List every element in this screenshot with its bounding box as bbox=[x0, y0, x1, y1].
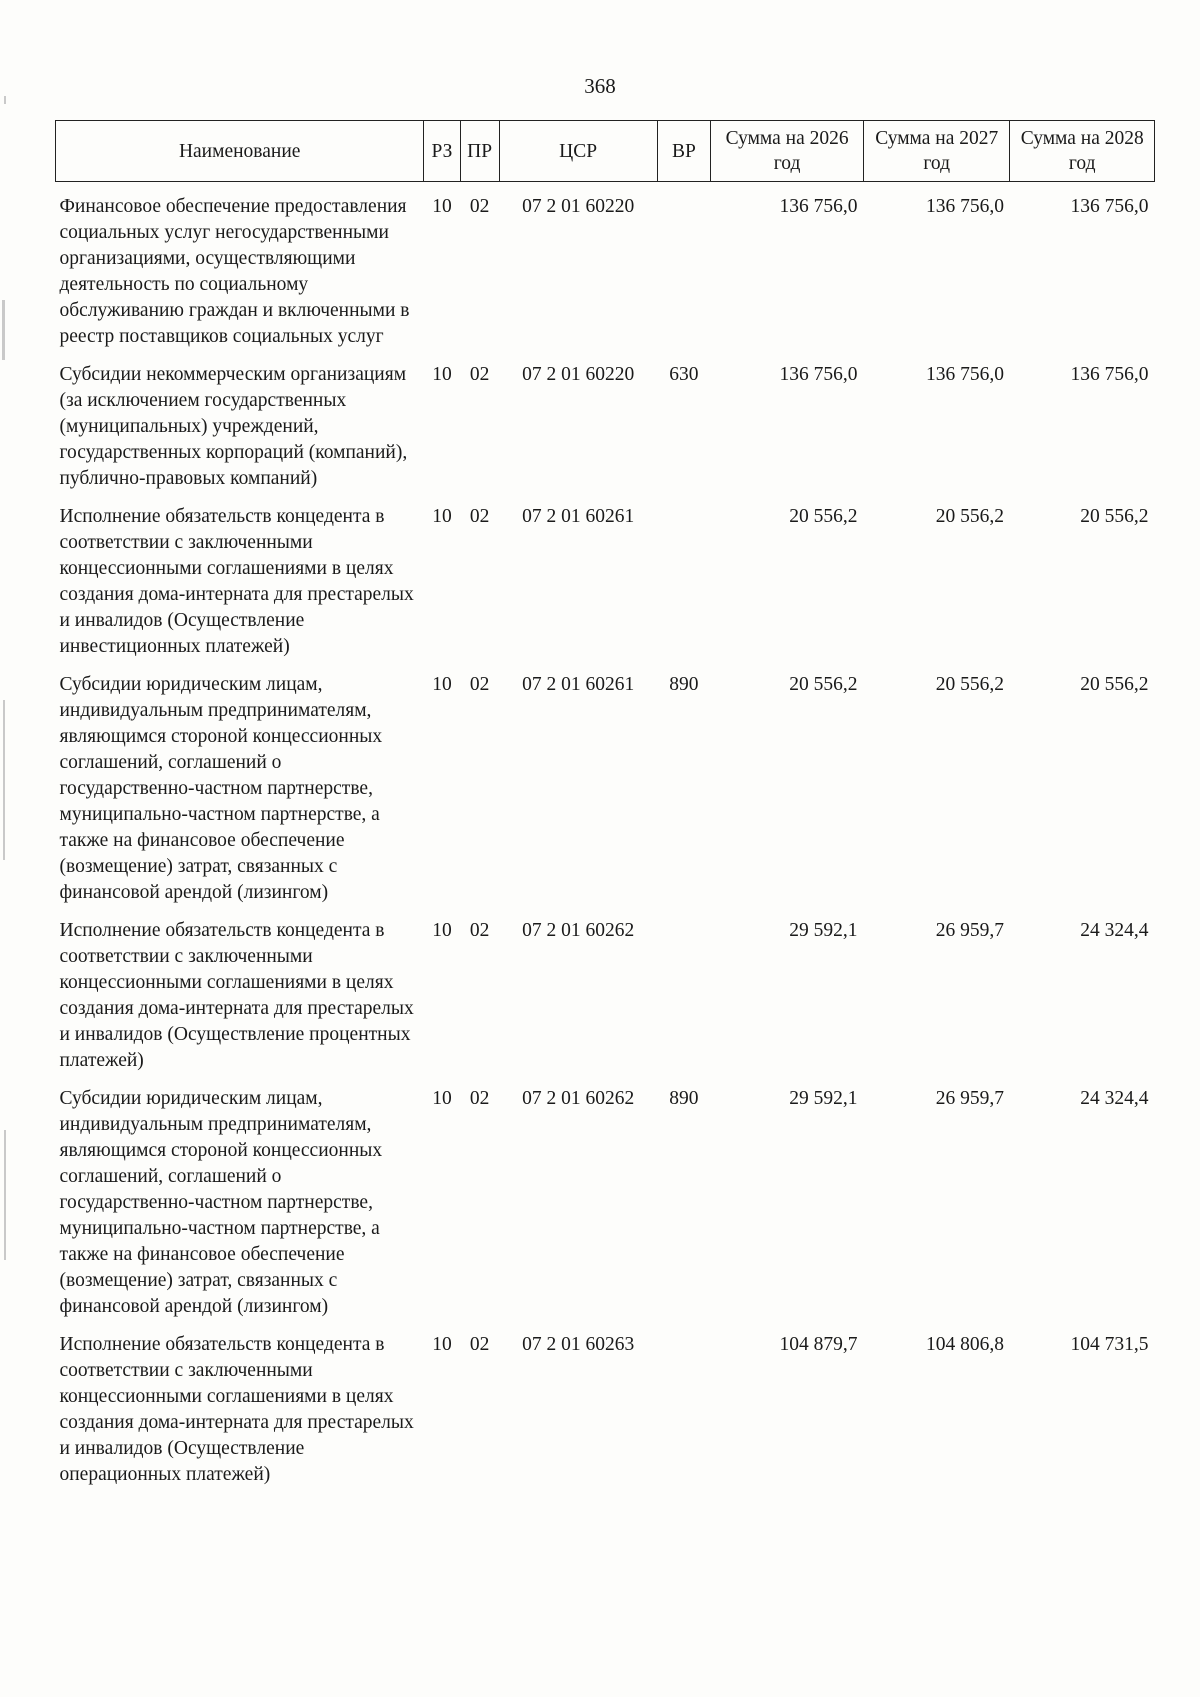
cell-sum-2027: 136 756,0 bbox=[925, 196, 1004, 217]
cell-name: Финансовое обеспечение предоставления социальных услуг негосударственными организациями, осуществляющими деятельность по социальному обслуживанию граждан и включенными в реестр поставщиков социальных услуг bbox=[59, 196, 410, 347]
cell-vr bbox=[657, 496, 711, 664]
cell-pr: 02 bbox=[469, 674, 490, 695]
cell-rz: 10 bbox=[432, 506, 452, 527]
cell-csr: 07 2 01 60220 bbox=[522, 196, 635, 217]
cell-sum-2027: 26 959,7 bbox=[935, 1088, 1004, 1109]
cell-sum-2026: 104 879,7 bbox=[779, 1334, 858, 1355]
budget-table bbox=[55, 120, 1155, 1492]
table-row bbox=[56, 496, 1155, 664]
scan-artifact bbox=[2, 300, 5, 360]
cell-pr: 02 bbox=[469, 1334, 490, 1355]
cell-vr: 890 bbox=[669, 674, 699, 695]
header-rz: РЗ bbox=[424, 121, 460, 182]
cell-csr: 07 2 01 60262 bbox=[522, 1088, 635, 1109]
header-sum-2026: Сумма на 2026 год bbox=[711, 121, 864, 182]
cell-sum-2028: 136 756,0 bbox=[1070, 196, 1149, 217]
table-row bbox=[56, 1324, 1155, 1492]
scan-artifact bbox=[3, 700, 5, 860]
cell-sum-2028: 20 556,2 bbox=[1080, 506, 1149, 527]
cell-vr bbox=[657, 182, 711, 355]
cell-pr: 02 bbox=[469, 196, 490, 217]
table-row bbox=[56, 910, 1155, 1078]
cell-sum-2028: 24 324,4 bbox=[1080, 1088, 1149, 1109]
cell-sum-2027: 26 959,7 bbox=[935, 920, 1004, 941]
table-row bbox=[56, 1078, 1155, 1324]
cell-sum-2026: 29 592,1 bbox=[789, 920, 858, 941]
cell-name: Исполнение обязательств концедента в соответствии с заключенными концессионными соглашениями в целях создания дома-интерната для престарелых и инвалидов (Осуществление инвестиционных платежей) bbox=[59, 506, 414, 657]
cell-sum-2026: 136 756,0 bbox=[779, 364, 858, 385]
header-sum-2027: Сумма на 2027 год bbox=[863, 121, 1010, 182]
cell-sum-2028: 20 556,2 bbox=[1080, 674, 1149, 695]
cell-rz: 10 bbox=[432, 196, 452, 217]
cell-sum-2028: 136 756,0 bbox=[1070, 364, 1149, 385]
cell-sum-2026: 20 556,2 bbox=[789, 674, 858, 695]
cell-pr: 02 bbox=[469, 506, 490, 527]
cell-name: Исполнение обязательств концедента в соответствии с заключенными концессионными соглашениями в целях создания дома-интерната для престарелых и инвалидов (Осуществление операционных платежей) bbox=[59, 1334, 414, 1485]
cell-rz: 10 bbox=[432, 1334, 452, 1355]
cell-vr bbox=[657, 910, 711, 1078]
cell-sum-2028: 104 731,5 bbox=[1070, 1334, 1149, 1355]
cell-csr: 07 2 01 60220 bbox=[522, 364, 635, 385]
header-name: Наименование bbox=[56, 121, 424, 182]
cell-name: Субсидии юридическим лицам, индивидуальным предпринимателям, являющимся стороной концессионных соглашений, соглашений о государственно-частном партнерстве, муниципально-частном партнерстве, а также на финансовое обеспечение (возмещение) затрат, связанных с финансовой арендой (лизингом) bbox=[59, 1088, 383, 1317]
cell-vr: 890 bbox=[669, 1088, 699, 1109]
scan-artifact bbox=[4, 1130, 6, 1260]
cell-sum-2028: 24 324,4 bbox=[1080, 920, 1149, 941]
table-row bbox=[56, 354, 1155, 496]
cell-sum-2026: 20 556,2 bbox=[789, 506, 858, 527]
header-csr: ЦСР bbox=[499, 121, 657, 182]
cell-sum-2026: 136 756,0 bbox=[779, 196, 858, 217]
cell-vr bbox=[657, 1324, 711, 1492]
cell-rz: 10 bbox=[432, 364, 452, 385]
header-pr: ПР bbox=[460, 121, 499, 182]
cell-pr: 02 bbox=[469, 920, 490, 941]
cell-pr: 02 bbox=[469, 1088, 490, 1109]
cell-sum-2027: 104 806,8 bbox=[925, 1334, 1004, 1355]
page-number: 368 bbox=[584, 74, 616, 98]
cell-vr: 630 bbox=[669, 364, 699, 385]
header-sum-2028: Сумма на 2028 год bbox=[1010, 121, 1155, 182]
cell-rz: 10 bbox=[432, 920, 452, 941]
cell-name: Субсидии юридическим лицам, индивидуальным предпринимателям, являющимся стороной концессионных соглашений, соглашений о государственно-частном партнерстве, муниципально-частном партнерстве, а также на финансовое обеспечение (возмещение) затрат, связанных с финансовой арендой (лизингом) bbox=[59, 674, 383, 903]
cell-csr: 07 2 01 60262 bbox=[522, 920, 635, 941]
cell-name: Субсидии некоммерческим организациям (за исключением государственных (муниципальных) учреждений, государственных корпораций (компаний), публично-правовых компаний) bbox=[59, 364, 408, 489]
cell-csr: 07 2 01 60261 bbox=[522, 506, 635, 527]
cell-pr: 02 bbox=[469, 364, 490, 385]
cell-csr: 07 2 01 60263 bbox=[522, 1334, 635, 1355]
header-vr: ВР bbox=[657, 121, 711, 182]
table-row bbox=[56, 182, 1155, 355]
cell-csr: 07 2 01 60261 bbox=[522, 674, 635, 695]
table-row bbox=[56, 664, 1155, 910]
cell-sum-2027: 20 556,2 bbox=[935, 674, 1004, 695]
cell-rz: 10 bbox=[432, 1088, 452, 1109]
cell-sum-2027: 136 756,0 bbox=[925, 364, 1004, 385]
cell-sum-2027: 20 556,2 bbox=[935, 506, 1004, 527]
cell-rz: 10 bbox=[432, 674, 452, 695]
cell-name: Исполнение обязательств концедента в соответствии с заключенными концессионными соглашениями в целях создания дома-интерната для престарелых и инвалидов (Осуществление процентных платежей) bbox=[59, 920, 414, 1071]
table-header-row bbox=[56, 121, 1155, 182]
cell-sum-2026: 29 592,1 bbox=[789, 1088, 858, 1109]
